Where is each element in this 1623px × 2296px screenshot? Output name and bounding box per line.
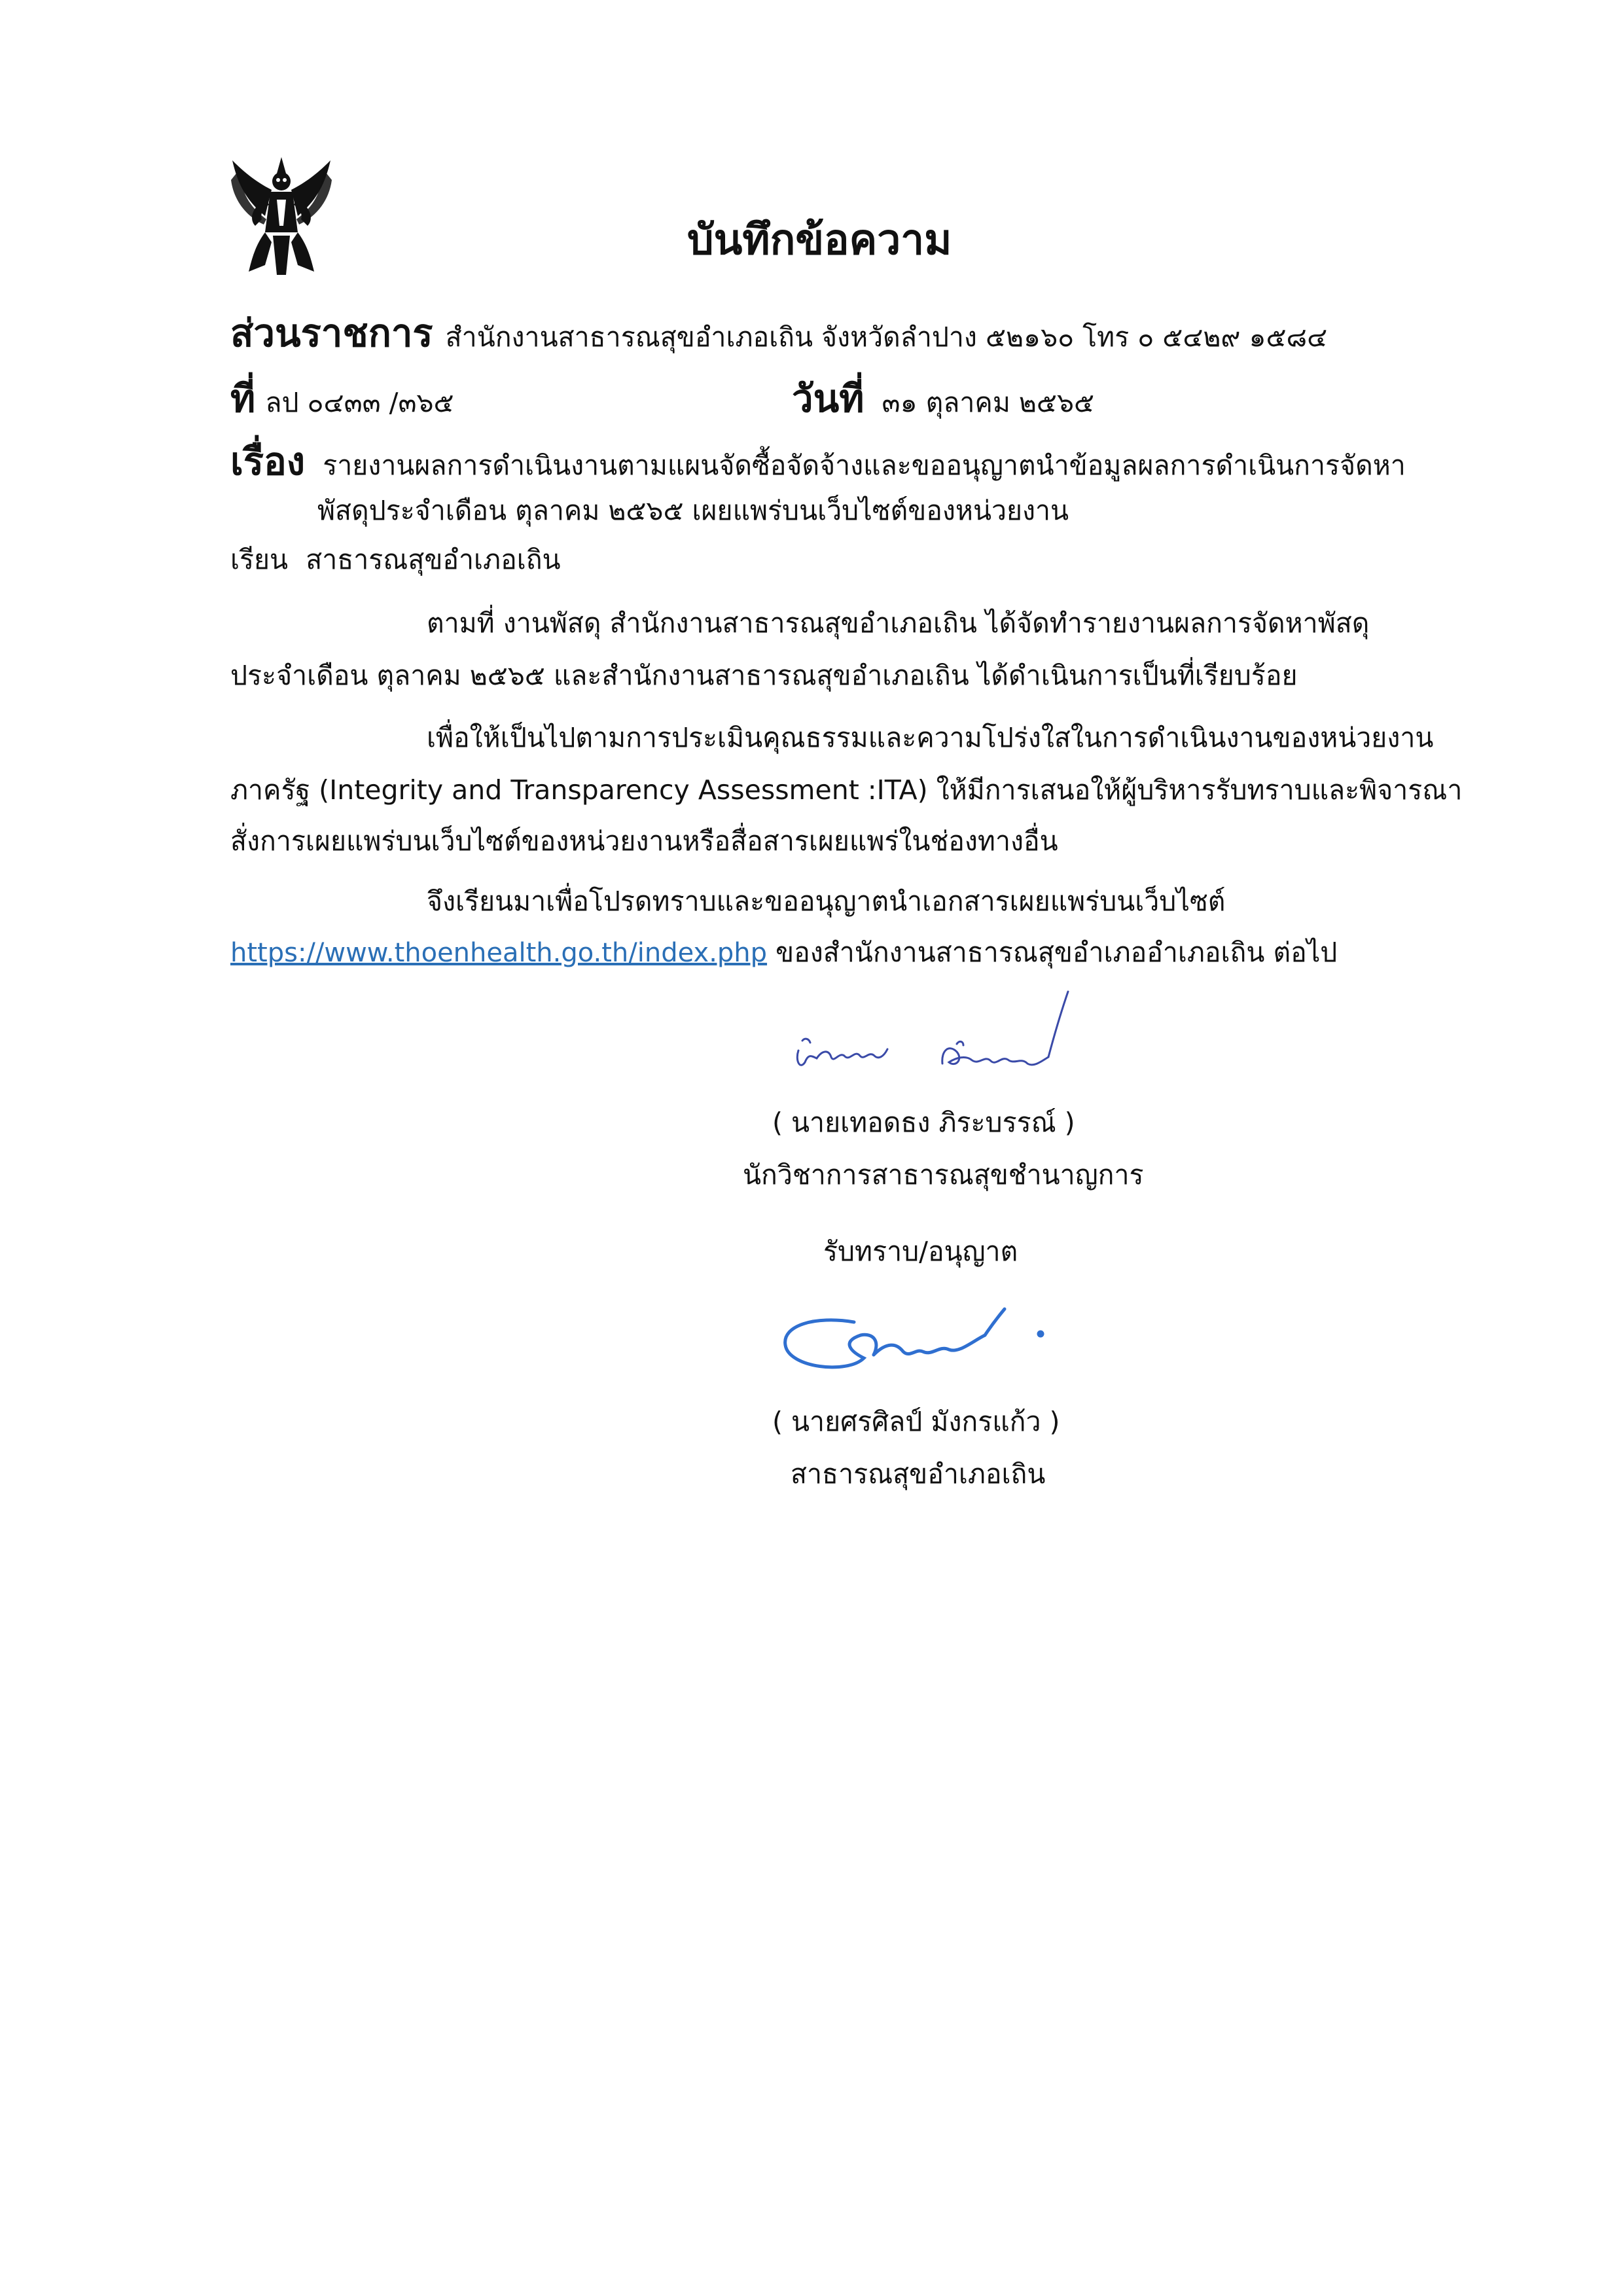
reference-value: ลป ๐๔๓๓ /๓๖๕	[265, 387, 454, 418]
signatory-1-position: นักวิชาการสาธารณสุขชำนาญการ	[743, 1159, 1144, 1191]
date-value: ๓๑ ตุลาคม ๒๕๖๕	[882, 387, 1095, 418]
subject-line-1: รายงานผลการดำเนินงานตามแผนจัดซื้อจัดจ้างและขออนุญาตนำข้อมูลผลการดำเนินการจัดหา	[323, 450, 1406, 481]
subject-row	[230, 431, 1406, 492]
signature-2	[776, 1296, 1063, 1394]
date-label: วันที่	[792, 376, 865, 421]
addressee-row	[230, 539, 561, 581]
signature-1	[785, 978, 1093, 1090]
paragraph-3-line-2	[230, 931, 1337, 974]
paragraph-2-line-1: เพื่อให้เป็นไปตามการประเมินคุณธรรมและความโปร่งใสในการดำเนินงานของหน่วยงาน	[427, 722, 1434, 753]
signatory-2-name: ( นายศรศิลป์ มังกรแก้ว )	[772, 1406, 1060, 1437]
approval-text: รับทราบ/อนุญาต	[823, 1236, 1018, 1267]
reference-row	[230, 368, 454, 429]
paragraph-1-line-2: ประจำเดือน ตุลาคม ๒๕๖๕ และสำนักงานสาธารณสุขอำเภอเถิน ได้ดำเนินการเป็นที่เรียบร้อย	[230, 660, 1298, 691]
paragraph-3-line-2-rest: ของสำนักงานสาธารณสุขอำเภออำเภอเถิน ต่อไป	[767, 937, 1338, 968]
garuda-emblem	[226, 154, 337, 281]
addressee-value: สาธารณสุขอำเภอเถิน	[306, 544, 561, 575]
date-row	[792, 368, 1094, 429]
paragraph-2-line-2: ภาครัฐ (Integrity and Transparency Assessment :ITA) ให้มีการเสนอให้ผู้บริหารรับทราบและพิจารณา	[230, 774, 1463, 806]
website-link[interactable]: https://www.thoenhealth.go.th/index.php	[230, 938, 768, 968]
subject-line-2: พัสดุประจำเดือน ตุลาคม ๒๕๖๕ เผยแพร่บนเว็บไซต์ของหน่วยงาน	[317, 495, 1069, 526]
memo-title: บันทึกข้อความ	[687, 216, 952, 264]
department-row	[230, 302, 1327, 363]
paragraph-2-line-3: สั่งการเผยแพร่บนเว็บไซต์ของหน่วยงานหรือสื่อสารเผยแพร่ในช่องทางอื่น	[230, 825, 1058, 857]
paragraph-3-line-1: จึงเรียนมาเพื่อโปรดทราบและขออนุญาตนำเอกสารเผยแพร่บนเว็บไซต์	[427, 886, 1226, 917]
paragraph-1-line-1: ตามที่ งานพัสดุ สำนักงานสาธารณสุขอำเภอเถิน ได้จัดทำรายงานผลการจัดหาพัสดุ	[427, 607, 1370, 639]
department-label: ส่วนราชการ	[230, 311, 433, 355]
subject-label: เรื่อง	[230, 439, 306, 484]
addressee-label: เรียน	[230, 544, 289, 575]
signatory-2-position: สาธารณสุขอำเภอเถิน	[791, 1458, 1046, 1490]
signatory-1-name: ( นายเทอดธง ภิระบรรณ์ )	[772, 1107, 1075, 1138]
reference-label: ที่	[230, 376, 256, 421]
department-value: สำนักงานสาธารณสุขอำเภอเถิน จังหวัดลำปาง ๕๒๑๖๐ โทร ๐ ๕๔๒๙ ๑๕๘๔	[445, 321, 1328, 353]
